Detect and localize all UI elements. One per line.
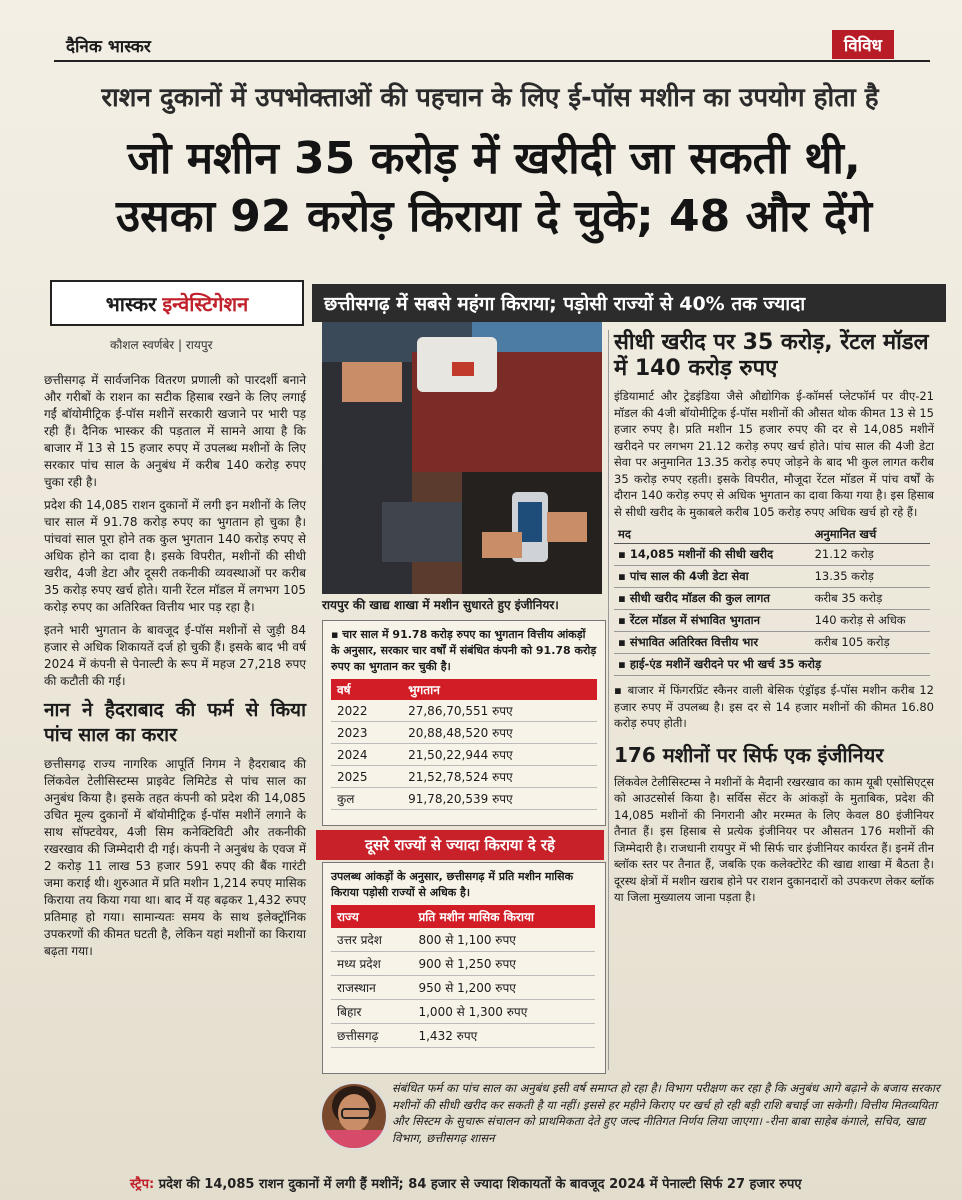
- table-row: [331, 928, 595, 952]
- value-cell: 13.35 करोड़: [811, 566, 930, 588]
- table-row: [331, 976, 595, 1000]
- state-cell: राजस्थान: [331, 976, 412, 1000]
- table-header-row: [331, 905, 595, 928]
- item-cell: ▪ पांच साल की 4जी डेटा सेवा: [614, 566, 811, 588]
- item-cell: ▪ संभावित अतिरिक्त वित्तीय भार: [614, 632, 811, 654]
- subheading: नान ने हैदराबाद की फर्म से किया पांच साल का करार: [44, 699, 306, 746]
- table-row: [614, 544, 930, 566]
- subheading: 176 मशीनों पर सिर्फ एक इंजीनियर: [614, 742, 884, 767]
- avatar: [320, 1082, 388, 1150]
- paper-name: दैनिक भास्कर: [66, 37, 151, 57]
- states-box: [322, 862, 606, 1074]
- paragraph: प्रदेश की 14,085 राशन दुकानों में लगी इन मशीनों के लिए चार साल में 91.78 करोड़ रुपए का भुगतान हो चुका है। पांचवां साल पूरा होने तक कुल भुगतान 140 करोड़ रुपए से अधिक होने का दावा है। इसके विपरीत, मशीनों की सीधी खरीद, 4जी डेटा और दूसरी तकनीकी व्यवस्थाओं पर करीब 35 करोड़ रुपए खर्च होते। यानी रेंटल मॉडल में लगभग 105 करोड़ रुपए का अतिरिक्त वित्तीय भार पड़ रहा है।: [44, 498, 306, 614]
- investigation-label-black: भास्कर: [105, 291, 157, 316]
- headline-line-2: उसका 92 करोड़ किराया दे चुके; 48 और देंगे: [115, 191, 873, 242]
- official-quote: [310, 1076, 942, 1172]
- headline: [44, 130, 944, 246]
- strap-text: प्रदेश की 14,085 राशन दुकानों में लगी हैं मशीनें; 84 हजार से ज्यादा शिकायतों के बावजूद 2024 में पेनाल्टी सिर्फ 27 हजार रुपए: [158, 1177, 802, 1192]
- table-row: [614, 632, 930, 654]
- value-cell: 21.12 करोड़: [811, 544, 930, 566]
- rent-cell: 950 से 1,200 रुपए: [412, 976, 595, 1000]
- amount-cell: 21,52,78,524 रुपए: [402, 766, 597, 788]
- investigation-label-red: इन्वेस्टिगेशन: [162, 291, 249, 316]
- item-cell: ▪ हाई-एंड मशीनें खरीदने पर भी खर्च 35 करोड़: [614, 654, 930, 676]
- paragraph: ▪ बाजार में फिंगरप्रिंट स्कैनर वाली बेसिक एंड्रॉइड ई-पॉस मशीन करीब 12 हजार रुपए में उपलब्ध है। इस दर से 14 हजार मशीनों की कीमत 16.80 करोड़ रुपए होती।: [614, 683, 934, 730]
- table-row: [614, 654, 930, 676]
- year-cell: 2022: [331, 700, 402, 722]
- paragraph: छत्तीसगढ़ में सार्वजनिक वितरण प्रणाली को पारदर्शी बनाने और गरीबों के राशन का सटीक हिसाब रखने के लिए लगाई गईं बॉयोमीट्रिक ई-पॉस मशीनें सरकारी खजाने पर भारी पड़ रही हैं। दैनिक भास्कर की पड़ताल में सामने आया है कि बाजार में 13 से 15 हजार रुपए में उपलब्ध मशीनों के लिए सरकार पांच साल के अनुबंध में करीब 140 करोड़ रुपए चुका रही है।: [44, 373, 306, 489]
- table-header-row: [331, 679, 597, 700]
- states-intro: उपलब्ध आंकड़ों के अनुसार, छत्तीसगढ़ में प्रति मशीन मासिक किराया पड़ोसी राज्यों से अधिक है।: [331, 870, 574, 899]
- column-header-rent: प्रति मशीन मासिक किराया: [412, 905, 595, 928]
- payments-table: [331, 679, 597, 810]
- state-cell: बिहार: [331, 1000, 412, 1024]
- rent-cell: 900 से 1,250 रुपए: [412, 952, 595, 976]
- paragraph: छत्तीसगढ़ राज्य नागरिक आपूर्ति निगम ने हैदराबाद की लिंकवेल टेलीसिस्टम्स प्राइवेट लिमिटेड से पांच साल का अनुबंध किया है। इसके तहत कंपनी को प्रदेश की 14,085 उचित मूल्य दुकानों में बॉयोमीट्रिक ई-पॉस मशीनें लगाने के साथ सॉफ्टवेयर, 4जी सिम कनेक्टिविटी और तकनीकी रखरखाव की जिम्मेदारी दी गई। कंपनी ने अनुबंध के एवज में 2 करोड़ 11 लाख 53 हजार 591 रुपए की बैंक गारंटी जमा कराई थी। शुरुआत में प्रति मशीन 1,214 रुपए मासिक किराया तय किया गया था। बाद में यह बढ़कर 1,432 रुपए प्रतिमाह हो गया। सामान्यतः समय के साथ इलेक्ट्रॉनिक उपकरणों की कीमत घटती है, लेकिन यहां मशीनों का किराया बढ़ता गया।: [44, 757, 306, 958]
- table-row: [331, 1024, 595, 1048]
- headline-line-1: जो मशीन 35 करोड़ में खरीदी जा सकती थी,: [127, 133, 861, 184]
- column-header-cost: अनुमानित खर्च: [811, 526, 930, 544]
- table-row: [331, 1000, 595, 1024]
- table-row: [331, 788, 597, 810]
- investigation-label: [50, 280, 304, 326]
- value-cell: करीब 105 करोड़: [811, 632, 930, 654]
- table-row: [331, 722, 597, 744]
- year-cell: 2024: [331, 744, 402, 766]
- strap-line: [130, 1174, 950, 1192]
- column-divider: [608, 330, 609, 1070]
- rent-cell: 800 से 1,100 रुपए: [412, 928, 595, 952]
- value-cell: 140 करोड़ से अधिक: [811, 610, 930, 632]
- table-row: [331, 700, 597, 722]
- left-column: [44, 372, 306, 966]
- year-cell: 2025: [331, 766, 402, 788]
- right-column: [614, 330, 934, 906]
- rent-banner: छत्तीसगढ़ में सबसे महंगा किराया; पड़ोसी राज्यों से 40% तक ज्यादा: [312, 284, 946, 322]
- paragraph: इतने भारी भुगतान के बावजूद ई-पॉस मशीनों से जुड़ी 84 हजार से अधिक शिकायतें दर्ज हो चुकी हैं। इसके बाद भी वर्ष 2024 में कंपनी से पेनाल्टी के रूप में महज 27,218 रुपए की कटौती की गई।: [44, 623, 306, 688]
- value-cell: करीब 35 करोड़: [811, 588, 930, 610]
- item-cell: ▪ सीधी खरीद मॉडल की कुल लागत: [614, 588, 811, 610]
- kicker: राशन दुकानों में उपभोक्ताओं की पहचान के लिए ई-पॉस मशीन का उपयोग होता है: [101, 83, 879, 113]
- byline: कौशल स्वर्णबेर | रायपुर: [110, 338, 213, 352]
- column-header-item: मद: [614, 526, 811, 544]
- table-header-row: [614, 526, 930, 544]
- states-table: [331, 905, 595, 1048]
- table-row: [331, 766, 597, 788]
- year-cell: कुल: [331, 788, 402, 810]
- item-cell: ▪ 14,085 मशीनों की सीधी खरीद: [614, 544, 811, 566]
- payments-box: [322, 620, 606, 826]
- section-tag: विविध: [832, 30, 894, 59]
- table-row: [614, 588, 930, 610]
- state-cell: मध्य प्रदेश: [331, 952, 412, 976]
- masthead: [54, 30, 930, 62]
- cost-table: [614, 526, 930, 676]
- photo-caption: रायपुर की खाद्य शाखा में मशीन सुधारते हुए इंजीनियर।: [322, 598, 559, 612]
- amount-cell: 27,86,70,551 रुपए: [402, 700, 597, 722]
- states-banner: दूसरे राज्यों से ज्यादा किराया दे रहे: [316, 830, 604, 860]
- paragraph: लिंकवेल टेलीसिस्टम्स ने मशीनों के मैदानी रखरखाव का काम यूबी एसोसिएट्स को आउटसोर्स किया है। सर्विस सेंटर के आंकड़ों के मुताबिक, प्रदेश की 14,085 मशीनों की निगरानी और मरम्मत के लिए केवल 80 इंजीनियर तैनात हैं। इस हिसाब से प्रत्येक इंजीनियर पर औसतन 176 मशीनों की जिम्मेदारी है। राजधानी रायपुर में भी सिर्फ चार इंजीनियर कार्यरत हैं। इनमें तीन ब्लॉक स्तर पर तैनात हैं, जबकि एक कलेक्टोरेट की खाद्य शाखा में बैठता है। दूरस्थ क्षेत्रों में मशीन खराब होने पर राशन दुकानदारों को उपकरण लेकर ब्लॉक या जिला मुख्यालय जाना पड़ता है।: [614, 774, 934, 904]
- amount-cell: 21,50,22,944 रुपए: [402, 744, 597, 766]
- column-header-state: राज्य: [331, 905, 412, 928]
- payments-intro: ▪ चार साल में 91.78 करोड़ रुपए का भुगतान वित्तीय आंकड़ों के अनुसार, सरकार चार वर्षों में संबंधित कंपनी को 91.78 करोड़ रुपए का भुगतान कर चुकी है।: [331, 628, 597, 673]
- amount-cell: 91,78,20,539 रुपए: [402, 788, 597, 810]
- quote-text: संबंधित फर्म का पांच साल का अनुबंध इसी वर्ष समाप्त हो रहा है। विभाग परीक्षण कर रहा है कि अनुबंध आगे बढ़ाने के बजाय सरकार मशीनों की सीधी खरीद कर सकती है या नहीं। इससे हर महीने किराए पर खर्च हो रही बड़ी राशि बचाई जा सकेगी। वित्तीय मितव्ययिता और सिस्टम के सुचारू संचालन को प्राथमिकता देते हुए जल्द नीतिगत निर्णय लिया जाएगा। -रीना बाबा साहेब कंगाले, सचिव, खाद्य विभाग, छत्तीसगढ़ शासन: [392, 1081, 940, 1145]
- item-cell: ▪ रेंटल मॉडल में संभावित भुगतान: [614, 610, 811, 632]
- table-row: [614, 566, 930, 588]
- table-row: [331, 744, 597, 766]
- column-header-amount: भुगतान: [402, 679, 597, 700]
- year-cell: 2023: [331, 722, 402, 744]
- state-cell: छत्तीसगढ़: [331, 1024, 412, 1048]
- engineer-photo: [322, 322, 602, 594]
- rent-cell: 1,000 से 1,300 रुपए: [412, 1000, 595, 1024]
- subheading: सीधी खरीद पर 35 करोड़, रेंटल मॉडल में 140 करोड़ रुपए: [614, 330, 929, 381]
- state-cell: उत्तर प्रदेश: [331, 928, 412, 952]
- amount-cell: 20,88,48,520 रुपए: [402, 722, 597, 744]
- strap-label: स्ट्रैप:: [130, 1177, 155, 1192]
- table-row: [331, 952, 595, 976]
- paragraph: इंडियामार्ट और ट्रेडइंडिया जैसे औद्योगिक ई-कॉमर्स प्लेटफॉर्म पर वीए-21 मॉडल की 4जी बॉयोमीट्रिक ई-पॉस मशीनों की औसत थोक कीमत 13 से 15 हजार रुपए है। प्रति मशीन 15 हजार रुपए की दर से 14,085 मशीनें खरीदने पर लगभग 21.12 करोड़ रुपए खर्च होते। पांच साल की 4जी डेटा सेवा पर अनुमानित 13.35 करोड़ रुपए जोड़ने के बाद भी कुल लागत करीब 35 करोड़ रुपए रहती। इसके विपरीत, मौजूदा रेंटल मॉडल में पांच वर्षों के दौरान 140 करोड़ रुपए से अधिक भुगतान का दावा किया गया है। इस हिसाब से सीधी खरीद के मुकाबले करीब 105 करोड़ रुपए अधिक खर्च हो रहे हैं।: [614, 389, 934, 519]
- photo-illustration: [322, 322, 602, 594]
- column-header-year: वर्ष: [331, 679, 402, 700]
- table-row: [614, 610, 930, 632]
- rent-cell: 1,432 रुपए: [412, 1024, 595, 1048]
